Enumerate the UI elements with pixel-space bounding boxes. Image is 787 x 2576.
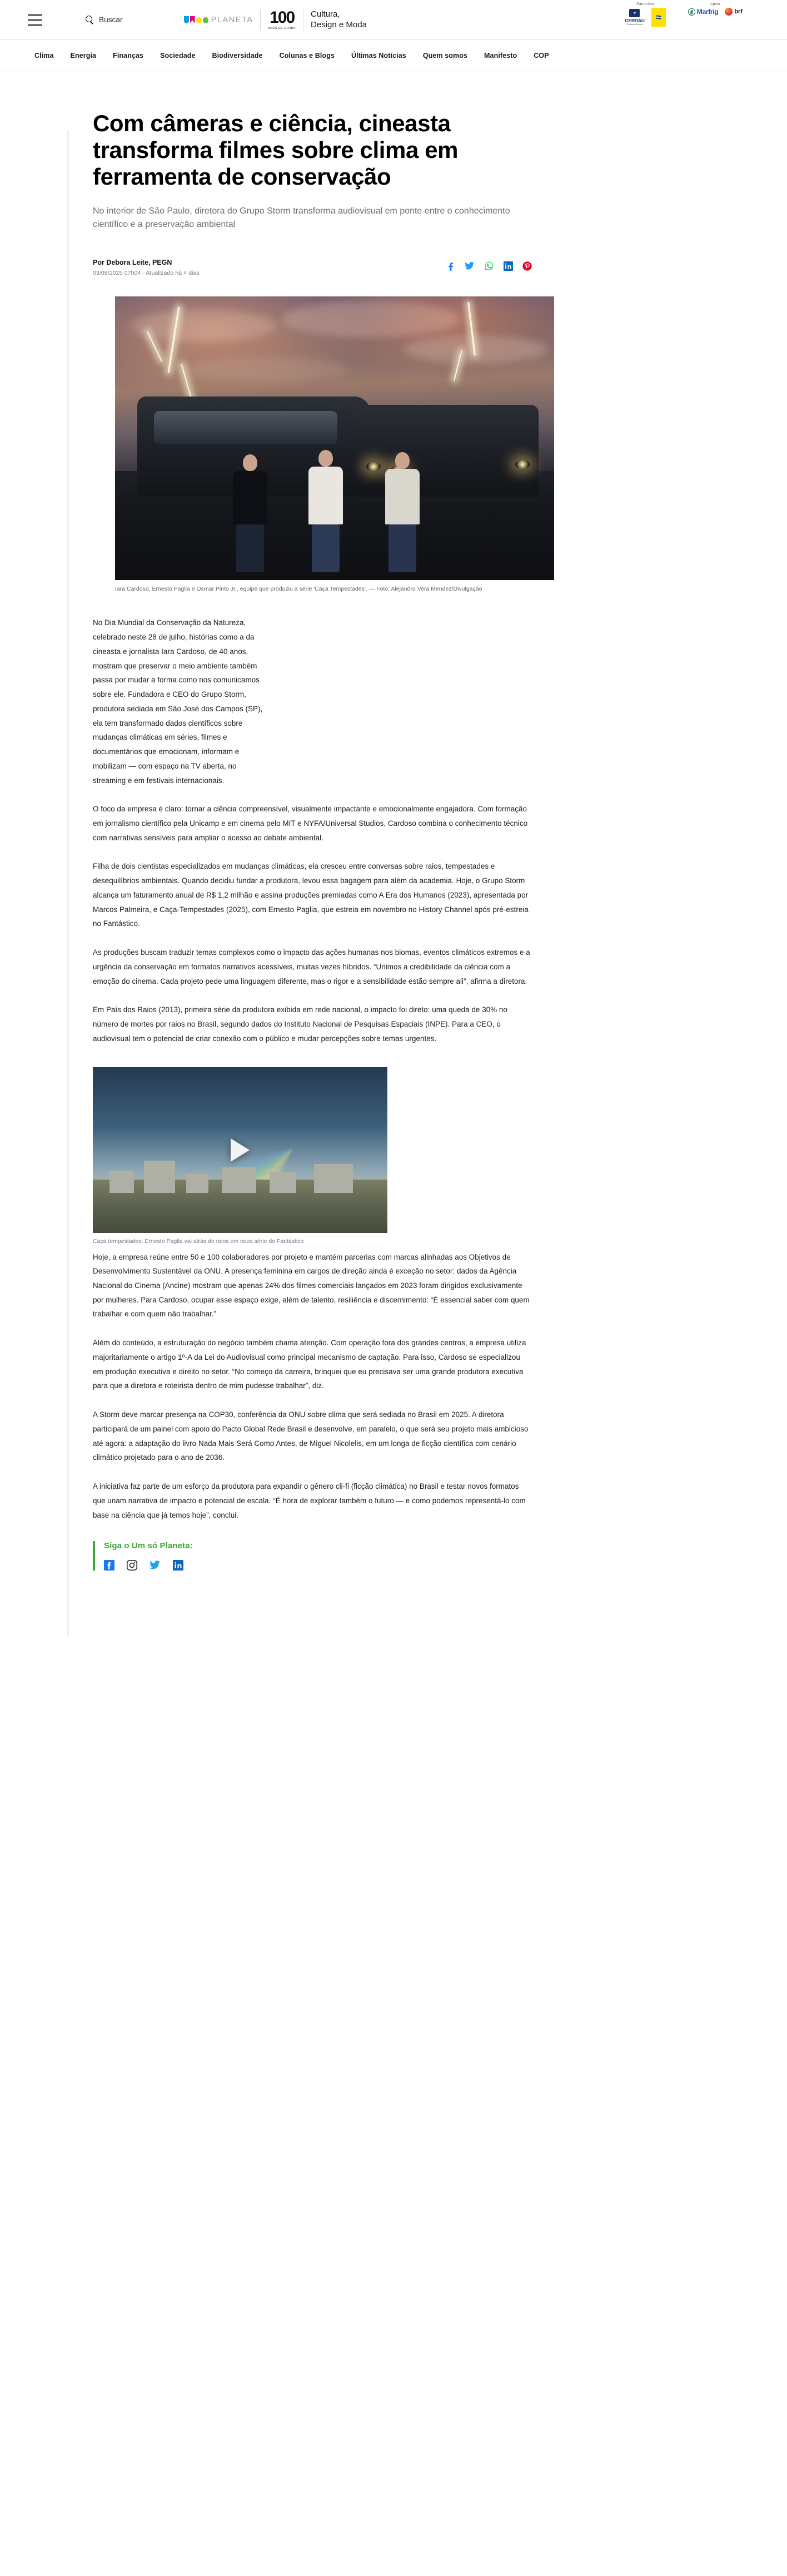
nav-item-energia[interactable]: Energia <box>70 51 97 60</box>
paragraph: Hoje, a empresa reúne entre 50 e 100 colaboradores por projeto e mantém parcerias com marcas alinhadas aos Objetivos de Desenvolvimento Sustentável da ONU. A presença feminina em cargos de direção ainda é exceção no setor: dados da Agência Nacional do Cinema (Ancine) mostram que apenas 24% dos filmes comerciais lançados em 2023 foram dirigidos exclusivamente por mulheres. Para Cardoso, ocupar esse espaço exige, além de talento, resiliência e discernimento: “É essencial saber com quem trabalhar e com quem não trabalhar.” <box>93 1252 530 1319</box>
planeta-wordmark: PLANETA <box>211 15 253 24</box>
nav-item-manifesto[interactable]: Manifesto <box>484 51 517 60</box>
follow-title: Siga o Um só Planeta: <box>104 1541 193 1551</box>
nav-item-clima[interactable]: Clima <box>34 51 54 60</box>
brand-lockup[interactable] <box>184 9 367 31</box>
site-header <box>0 0 787 40</box>
video-player[interactable] <box>93 1067 387 1233</box>
globo-100-number: 100 <box>270 8 295 27</box>
search-icon <box>86 16 94 24</box>
brf-ball-icon <box>725 8 733 16</box>
linkedin-icon[interactable] <box>504 261 513 271</box>
search-label: Buscar <box>99 16 123 24</box>
paragraph: Em País dos Raios (2013), primeira série da produtora exibida em rede nacional, o impacto foi direto: uma queda de 30% no número de mortes por raios no Brasil, segundo dados do Instituto Nacional de Pesquisas Espaciais (INPE). Para a CEO, o audiovisual tem o potencial de criar conexão com o público e mudar percepções sobre temas urgentes. <box>93 1005 507 1043</box>
article-timestamp: 03/08/2025 07h04 · Atualizado há 4 dias <box>93 270 200 277</box>
divider <box>260 9 261 31</box>
brf-logo[interactable] <box>725 8 743 16</box>
page-body <box>0 71 787 1637</box>
facebook-icon[interactable] <box>446 261 455 271</box>
section-title[interactable] <box>311 9 367 31</box>
section-title-line2: Design e Moda <box>311 19 367 29</box>
article <box>93 71 576 1637</box>
pinterest-icon[interactable] <box>522 261 532 271</box>
page-title: Com câmeras e ciência, cineasta transforma filmes sobre clima em ferramenta de conservação <box>93 110 459 190</box>
nav-item-biodiversidade[interactable]: Biodiversidade <box>212 51 263 60</box>
gerdau-tagline: O futuro se molda <box>626 23 643 26</box>
hamburger-icon[interactable] <box>28 14 42 26</box>
patrocinio-label: Patrocínio <box>636 2 654 6</box>
whatsapp-icon[interactable] <box>484 261 494 271</box>
share-bar <box>446 261 532 271</box>
patrocinio-group <box>625 2 666 27</box>
linkedin-icon[interactable] <box>173 1560 183 1571</box>
person-iara-cardoso <box>233 454 267 572</box>
globo-100-sublabel: ANOS DE GLOBO <box>268 26 296 30</box>
marfrig-leaf-icon <box>688 8 695 16</box>
brf-name: brf <box>734 8 743 15</box>
person-ernesto-paglia <box>308 450 343 572</box>
paragraph: Filha de dois cientistas especializados em mudanças climáticas, ela cresceu entre conversas sobre raios, tempestades e desequilíbrios ambientais. Quando decidiu fundar a produtora, levou essa bagagem para além da academia. Hoje, o Grupo Storm alcança um faturamento anual de R$ 1,2 milhão e assina produções premiadas como A Era dos Humanos (2023), apresentada por Marcos Palmeira, e Caça-Tempestades (2025), com Ernesto Paglia, que estreia em novembro no History Channel após pré-estreia no Fantástico. <box>93 862 529 928</box>
nav-item-cop[interactable]: COP <box>534 51 549 60</box>
gerdau-name: GERDAU <box>625 18 645 23</box>
byline <box>93 259 200 276</box>
sponsor-area <box>625 2 743 27</box>
page-tail <box>93 1571 532 1637</box>
um-so-planeta-logo[interactable] <box>184 15 253 24</box>
nav-item-ultimas-noticias[interactable]: Últimas Notícias <box>351 51 406 60</box>
planeta-dots-icon <box>184 16 208 23</box>
gerdau-logo[interactable]: ⚭ GERDAU O futuro se molda <box>625 9 645 26</box>
globo-100-anos-logo[interactable] <box>268 9 296 30</box>
section-title-line1: Cultura, <box>311 9 340 19</box>
nav-item-colunas-e-blogs[interactable]: Colunas e Blogs <box>279 51 335 60</box>
article-body <box>93 616 532 1637</box>
article-subhead: No interior de São Paulo, diretora do Grupo Storm transforma audiovisual em ponte entre o conhecimento científico e a preservação ambiental <box>93 206 510 230</box>
nav-item-sociedade[interactable]: Sociedade <box>160 51 196 60</box>
instagram-icon[interactable] <box>127 1560 137 1571</box>
banco-do-brasil-logo[interactable]: ≈ <box>651 8 666 27</box>
byline-row <box>93 259 532 276</box>
paragraph: O foco da empresa é claro: tornar a ciência compreensível, visualmente impactante e emocionalmente engajadora. Com formação em jornalismo científico pela Unicamp e em cinema pelo MIT e NYFA/Universal Studios, Cardoso combina o conhecimento técnico com narrativas sensíveis para ampliar o acesso ao debate ambiental. <box>93 805 528 842</box>
nav-item-quem-somos[interactable]: Quem somos <box>422 51 468 60</box>
article-author: Por Debora Leite, PEGN <box>93 259 172 267</box>
search-button[interactable] <box>86 16 123 24</box>
vehicle-right <box>355 405 539 497</box>
marfrig-logo[interactable] <box>688 8 719 16</box>
paragraph: A Storm deve marcar presença na COP30, conferência da ONU sobre clima que será sediada no Brasil em 2025. A diretora participará de um painel com apoio do Pacto Global Rede Brasil e desenvolve, em paralelo, o que será seu projeto mais ambicioso até agora: a adaptação do livro Nada Mais Será Como Antes, de Miguel Nicolelis, em um longa de ficção científica com cenário climático projetado para o ano de 2036. <box>93 1410 529 1462</box>
main-nav <box>0 40 787 71</box>
play-icon[interactable] <box>231 1138 250 1162</box>
hero-caption: Iara Cardoso, Ernesto Paglia e Osmar Pinto Jr., equipe que produziu a série 'Caça Tempestades'. — Foto: Alejandro Vera Mendez/Divulgação <box>115 586 482 593</box>
video-figure <box>93 1067 387 1245</box>
nav-item-financas[interactable]: Finanças <box>113 51 144 60</box>
paragraph: No Dia Mundial da Conservação da Natureza, celebrado neste 28 de julho, histórias como a da cineasta e jornalista Iara Cardoso, de 40 anos, mostram que preservar o meio ambiente também passa por mudar a forma como nos comunicamos sobre ele. Fundadora e CEO do Grupo Storm, produtora sediada em São José dos Campos (SP), ela tem transformado dados científicos sobre mudanças climáticas em séries, filmes e documentários que emocionam, informam e mobilizam — com espaço na TV aberta, no streaming e em festivais internacionais. <box>93 618 263 785</box>
twitter-icon[interactable] <box>465 261 475 271</box>
paragraph: As produções buscam traduzir temas complexos como o impacto das ações humanas nos biomas, eventos climáticos extremos e a urgência da conservação em formatos narrativos acessíveis, muitas vezes híbridos. “Unimos a credibilidade da ciência com a emoção do cinema. Cada projeto pede uma linguagem diferente, mas o rigor e a sensibilidade estão sempre ali”, afirma a diretora. <box>93 948 530 985</box>
video-caption: Caça tempestades: Ernesto Paglia vai atrás de raios em nova série do Fantástico <box>93 1237 304 1245</box>
hero-image <box>115 296 554 580</box>
apoio-label: Apoio <box>710 2 720 6</box>
paragraph: A iniciativa faz parte de um esforço da produtora para expandir o gênero cli-fi (ficção climática) no Brasil e testar novos formatos que unam narrativa de impacto e potencial de escala. “É hora de explorar também o futuro — e como podemos representá-lo com base na ciência que já temos hoje”, conclui. <box>93 1482 526 1519</box>
follow-box <box>93 1541 382 1571</box>
twitter-icon[interactable] <box>150 1559 161 1571</box>
person-osmar-pinto-jr <box>385 452 420 572</box>
facebook-icon[interactable] <box>104 1560 114 1571</box>
follow-icons <box>104 1559 382 1571</box>
paragraph: Além do conteúdo, a estruturação do negócio também chama atenção. Com operação fora dos grandes centros, a empresa utiliza majoritariamente o artigo 1º-A da Lei do Audiovisual como principal mecanismo de captação. Para isso, Cardoso se especializou em produção executiva e direito no setor. “No começo da carreira, brinquei que eu precisava ser uma grande produtora executiva para que a diretora e roteirista dentro de mim pudesse trabalhar”, diz. <box>93 1339 526 1390</box>
marfrig-name: Marfrig <box>696 8 719 16</box>
apoio-group <box>688 2 743 27</box>
hero-figure <box>115 296 554 593</box>
